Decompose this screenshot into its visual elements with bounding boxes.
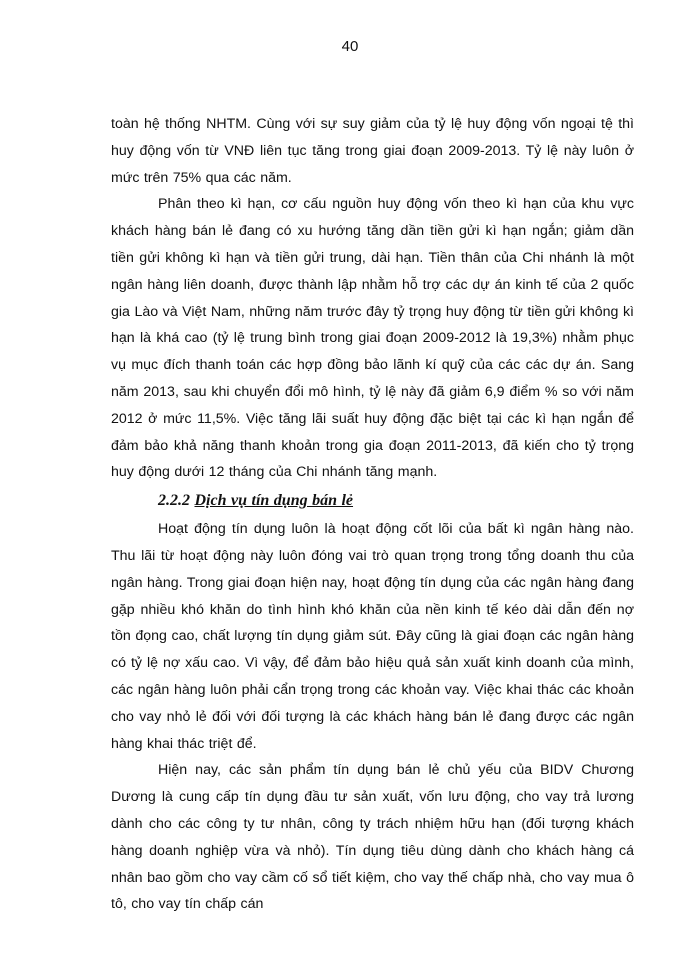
section-heading — [111, 486, 634, 516]
body-paragraph: toàn hệ thống NHTM. Cùng với sự suy giảm của tỷ lệ huy động vốn ngoại tệ thì huy động vốn từ VNĐ liên tục tăng trong giai đoạn 2009-2013. Tỷ lệ này luôn ở mức trên 75% qua các năm. — [111, 116, 634, 186]
section-number: 2.2.2 — [158, 492, 190, 510]
body-paragraph: Hoạt động tín dụng luôn là hoạt động cốt lõi của bất kì ngân hàng nào. Thu lãi từ hoạt động này luôn đóng vai trò quan trọng trong tổng doanh thu của ngân hàng. Trong giai đoạn hiện nay, hoạt động tín dụng của các ngân hàng đang gặp nhiều khó khăn do tình hình khó khăn của nền kinh tế kéo dài dẫn đến nợ tồn đọng cao, chất lượng tín dụng giảm sút. Đây cũng là giai đoạn các ngân hàng có tỷ lệ nợ xấu cao. Vì vậy, để đảm bảo hiệu quả sản xuất kinh doanh của mình, các ngân hàng luôn phải cẩn trọng trong các khoản vay. Việc khai thác các khoản cho vay nhỏ lẻ đối với đối tượng là các khách hàng bán lẻ đang được các ngân hàng khai thác triệt để. — [111, 521, 634, 752]
document-body — [111, 111, 634, 918]
body-paragraph: Phân theo kì hạn, cơ cấu nguồn huy động vốn theo kì hạn của khu vực khách hàng bán lẻ đang có xu hướng tăng dần tiền gửi kì hạn ngắn; giảm dần tiền gửi không kì hạn và tiền gửi trung, dài hạn. Tiền thân của Chi nhánh là một ngân hàng liên doanh, được thành lập nhằm hỗ trợ các dự án kinh tế của 2 quốc gia Lào và Việt Nam, những năm trước đây tỷ trọng huy động từ tiền gửi không kì hạn là khá cao (tỷ lệ trung bình trong giai đoạn 2009-2012 là 19,3%) nhằm phục vụ mục đích thanh toán các hợp đồng bảo lãnh kí quỹ của các các dự án. Sang năm 2013, sau khi chuyển đổi mô hình, tỷ lệ này đã giảm 6,9 điểm % so với năm 2012 ở mức 11,5%. Việc tăng lãi suất huy động đặc biệt tại các kì hạn ngắn để đảm bảo khả năng thanh khoản trong gia đoạn 2011-2013, đã kiến cho tỷ trọng huy động dưới 12 tháng của Chi nhánh tăng mạnh. — [111, 196, 634, 481]
page-number: 40 — [341, 38, 359, 55]
section-title: Dịch vụ tín dụng bán lẻ — [194, 492, 354, 510]
body-paragraph: Hiện nay, các sản phẩm tín dụng bán lẻ chủ yếu của BIDV Chương Dương là cung cấp tín dụng đầu tư sản xuất, vốn lưu động, cho vay trả lương dành cho các công ty tư nhân, công ty trách nhiệm hữu hạn (đối tượng khách hàng doanh nghiệp vừa và nhỏ). Tín dụng tiêu dùng dành cho khách hàng cá nhân bao gồm cho vay cầm cố sổ tiết kiệm, cho vay thế chấp nhà, cho vay mua ô tô, cho vay tín chấp cán — [111, 762, 634, 913]
